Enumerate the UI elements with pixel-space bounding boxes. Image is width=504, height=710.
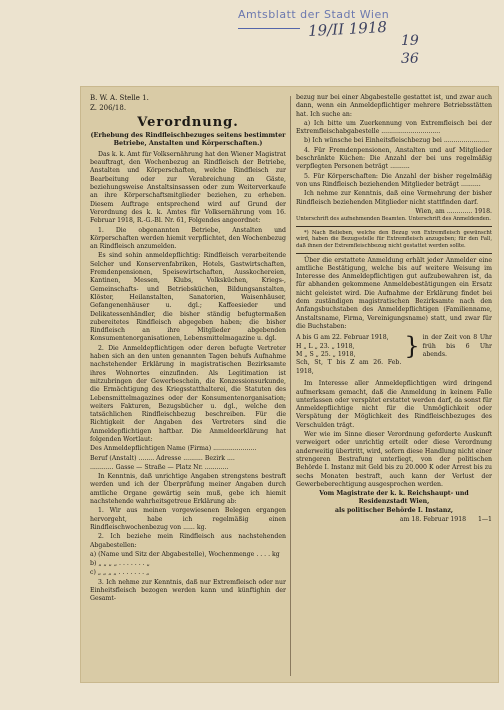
left-column [90, 94, 286, 679]
reference-number: Z. 206/18. [90, 104, 127, 113]
paragraph-declaration: In Kenntnis, daß unrichtige Angaben strengstens bestraft werden und ich der Überprüfung meiner Angaben durch amtliche Organe gewärtig sein muß, gebe ich hiemit nachstehende wahrheitsgetreue Erklärung ab: [90, 473, 286, 506]
issuer-line: Vom Magistrate der k. k. Reichshaupt- und Residenzstadt Wien, [319, 490, 469, 506]
paragraph-penalty: Wer wie im Sinne dieser Verordnung geforderte Auskunft verweigert oder unrichtig erteilt oder diese Verordnung anderweitig übertritt, wird, sofern diese Handlung nicht einer strengeren Bestrafung unterliegt, von der politischen Behörde I. Instanz mit Geld bis zu 20.000 K oder Arrest bis zu sechs Monaten bestraft, auch kann der Verlust der Gewerbeberechtigung ausgesprochen werden. [296, 431, 492, 488]
document-subtitle: (Erhebung des Rindfleischbezuges seitens bestimmter Betriebe, Anstalten und Körperschaften.) [90, 130, 286, 147]
signature-labels: Unterschrift des aufnehmenden Beamten. Unterschrift des Anmeldenden. [296, 216, 491, 223]
brace-glyph: } [404, 332, 420, 361]
paragraph-item-3: 3. Ich nehme zur Kenntnis, daß nur Extremfleisch oder nur Einheitsfleisch bezogen werden kann und künftighin der Gesamt- [90, 578, 286, 603]
paragraph-item-5: 5. Für Körperschaften: Die Anzahl der bisher regelmäßig von uns Rindfleisch beziehenden Mitglieder beträgt .......... [296, 172, 492, 188]
right-column [296, 94, 492, 679]
signature-place: Wien, am ............. 1918. [415, 207, 492, 215]
option-b: b) Ich wünsche bei Einheitsfleischbezug bei ....................... [304, 137, 490, 145]
paragraph-intro: Das k. k. Amt für Volksernährung hat den Wiener Magistrat beauftragt, den Wochenbezug an Rindfleisch der Betriebe, Anstalten und Körperschaften, welche Rindfleisch zur Bearbeitung oder zur Verabreichung an Gäste, beziehungsweise Anstaltsinsassen oder zum Weiterverkaufe an ihre Körperschaftsmitglieder beziehen, zu erheben. Diesem Auftrage entsprechend wird auf Grund der Verordnung des k. k. Amtes für Volksernährung vom 16. Februar 1918, R.-G.-Bl. Nr. 61, Folgendes angeordnet: [90, 150, 286, 225]
registration-dates [296, 334, 492, 376]
section-rule [296, 226, 492, 227]
option-a: a) Ich bitte um Zuerkennung von Extremfleisch bei der Extremfleischabgabestelle .............................. [296, 119, 492, 136]
paragraph-item-4: 4. Für Fremdenpensionen, Anstalten und auf Mitglieder beschränkte Küchen: Die Anzahl der bei uns regelmäßig verpflegten Personen beträgt .......... [296, 146, 492, 171]
newspaper-stamp: Amtsblatt der Stadt Wien [238, 8, 390, 21]
paragraph-continued: bezug nur bei einer Abgabestelle gestattet ist, und zwar auch dann, wenn ein Anmeldepflichtiger mehrere Betriebsstätten hat. Ich suche an: [296, 94, 492, 118]
paragraph-obligated: Es sind sohin anmeldepflichtig: Rindfleisch verarbeitende Selcher und Konservenfabriken, Hotels, Gastwirtschaften, Fremdenpensionen, Speisewirtschaften, Ausskochereien, Kantinen, Messen, Klubs, Volksküchen, Kriegs-, Gemeinschafts- und Betriebsküchen, Bildungsanstalten, Klöster, Heilanstalten, Sanatorien, Waisenhäuser, Gefangenenhäuser u. dgl.; Kaffeesieder und Delikatessenhändler, die bisher ständig befugtermaßen zubereitetes Rindfleisch abgegeben haben; die bisher Rindfleisch an ihre Mitglieder abgebenden Konsumentenorganisationen, Lebensmittelmagazine u. dgl. [90, 252, 286, 343]
column-divider [290, 96, 291, 676]
handwritten-date: 19/II 1918 [307, 17, 388, 41]
stamp-underline [238, 28, 300, 29]
form-address-line: Beruf (Anstalt) ........ Adresse .......... Bezirk .... [90, 454, 235, 462]
handwritten-number: 19 36 [401, 33, 419, 67]
list-item-b: b) „ „ „ „ . . . . . . . „ [90, 560, 150, 568]
date-list: A bis G am 22. Februar 1918, H „ L „ 23. „ 1918, M „ S „ 25. „ 1918, Sch, St, T bis Z am 26. Feb. 1918, [296, 334, 402, 375]
paragraph-confirmation: Über die erstattete Anmeldung erhält jeder Anmelder eine amtliche Bestätigung, welche bis auf weitere Weisung im Interesse des Anmeldepflichtigen gut aufzubewahren ist, da für abhanden gekommene Anmeldebestätigungen ein Ersatz nicht geleistet wird. Die Aufnahme der Erklärung findet bei dem zuständigen magistratischen Bezirksamte nach den Anfangsbuchstaben des Anmeldepflichtigen (Familienname, Anstaltsname, Firma, Vereinigungsname) statt, und zwar für die Buchstaben: [296, 256, 492, 330]
paragraph-2: 2. Die Anmeldepflichtigen oder deren befugte Vertreter haben sich an den unten genannten Tagen behufs Aufnahme nachstehender Erklärung in magistratischen Bezirksamte ihres Wohnortes einzufinden. Als Legitimation ist mitzubringen der Gewerbeschein, die Konzessionsurkunde, die Ermächtigung des Kriegsstatthalterei, die Statuten des Lebensmittelmagazines oder der Konsumentenorganisation; weiters Fakturen, Bezugsbücher u. dgl., welche den tatsächlichen Rindfleischbezug beschreiben. Für die Richtigkeit der Angaben des Vertreters sind die Anmeldepflichtigen haftbar. Die Anmeldeerklärung hat folgenden Wortlaut: [90, 344, 286, 443]
section-rule-2 [296, 253, 492, 254]
office-header: B. W. A. Stelle 1. [90, 94, 149, 102]
form-street-line: ............ Gasse — Straße — Platz Nr. ............ [90, 463, 229, 471]
list-item-c: c) „ „ „ „ . . . . . . . „ [90, 569, 150, 577]
date-time: in der Zeit von 8 Uhr früh bis 6 Uhr abends. [422, 334, 492, 359]
document-title: Verordnung. [137, 114, 239, 130]
issue-date: am 18. Februar 1918 1—1 [399, 515, 492, 523]
list-item-a: a) (Name und Sitz der Abgabestelle), Wochenmenge . . . . kg [90, 550, 280, 558]
footnote: *) Nach Belieben, welche den Bezug von Extremfleisch gewünscht wird, haben die Bezugsstelle für Extremfleisch anzugeben; für den Fall, daß ihnen der Extremfleischbezug nicht gestattet werden sollte. [296, 229, 492, 249]
newspaper-clipping [80, 86, 499, 683]
paragraph-warning: Im Interesse aller Anmeldepflichtigen wird dringend aufmerksam gemacht, daß die Anmeldung in keinem Falle unterlassen oder verspätet erstattet werden darf, da sonst für Anmeldepflichtige nicht für die Unmöglichkeit oder Verspätung der Möglichkeit des Rindfleischbezuges des Verschulden trägt. [296, 380, 492, 429]
paragraph-item-1: 1. Wir aus meinen vorgewiesenen Belegen ergangen hervorgeht, habe ich regelmäßig einen Rindfleischwochenbezug von ...... kg. [90, 507, 286, 531]
paragraph-1: 1. Die obgenannten Betriebe, Anstalten und Körperschaften werden hiemit verpflichtet, den Wochenbezug an Rindfleisch anzumelden. [90, 226, 286, 251]
paragraph-acknowledge: Ich nehme zur Kenntnis, daß eine Vermehrung der bisher Rindfleisch beziehenden Mitglieder nicht stattfinden darf. [296, 190, 492, 206]
issuer-line-2: als politischer Behörde I. Instanz, [334, 506, 454, 514]
paragraph-item-2: 2. Ich beziehe mein Rindfleisch aus nachstehenden Abgabestellen: [90, 533, 286, 549]
form-name-line: Des Anmeldepflichtigen Name (Firma) ...................... [90, 445, 257, 453]
document-sheet [8, 6, 494, 696]
